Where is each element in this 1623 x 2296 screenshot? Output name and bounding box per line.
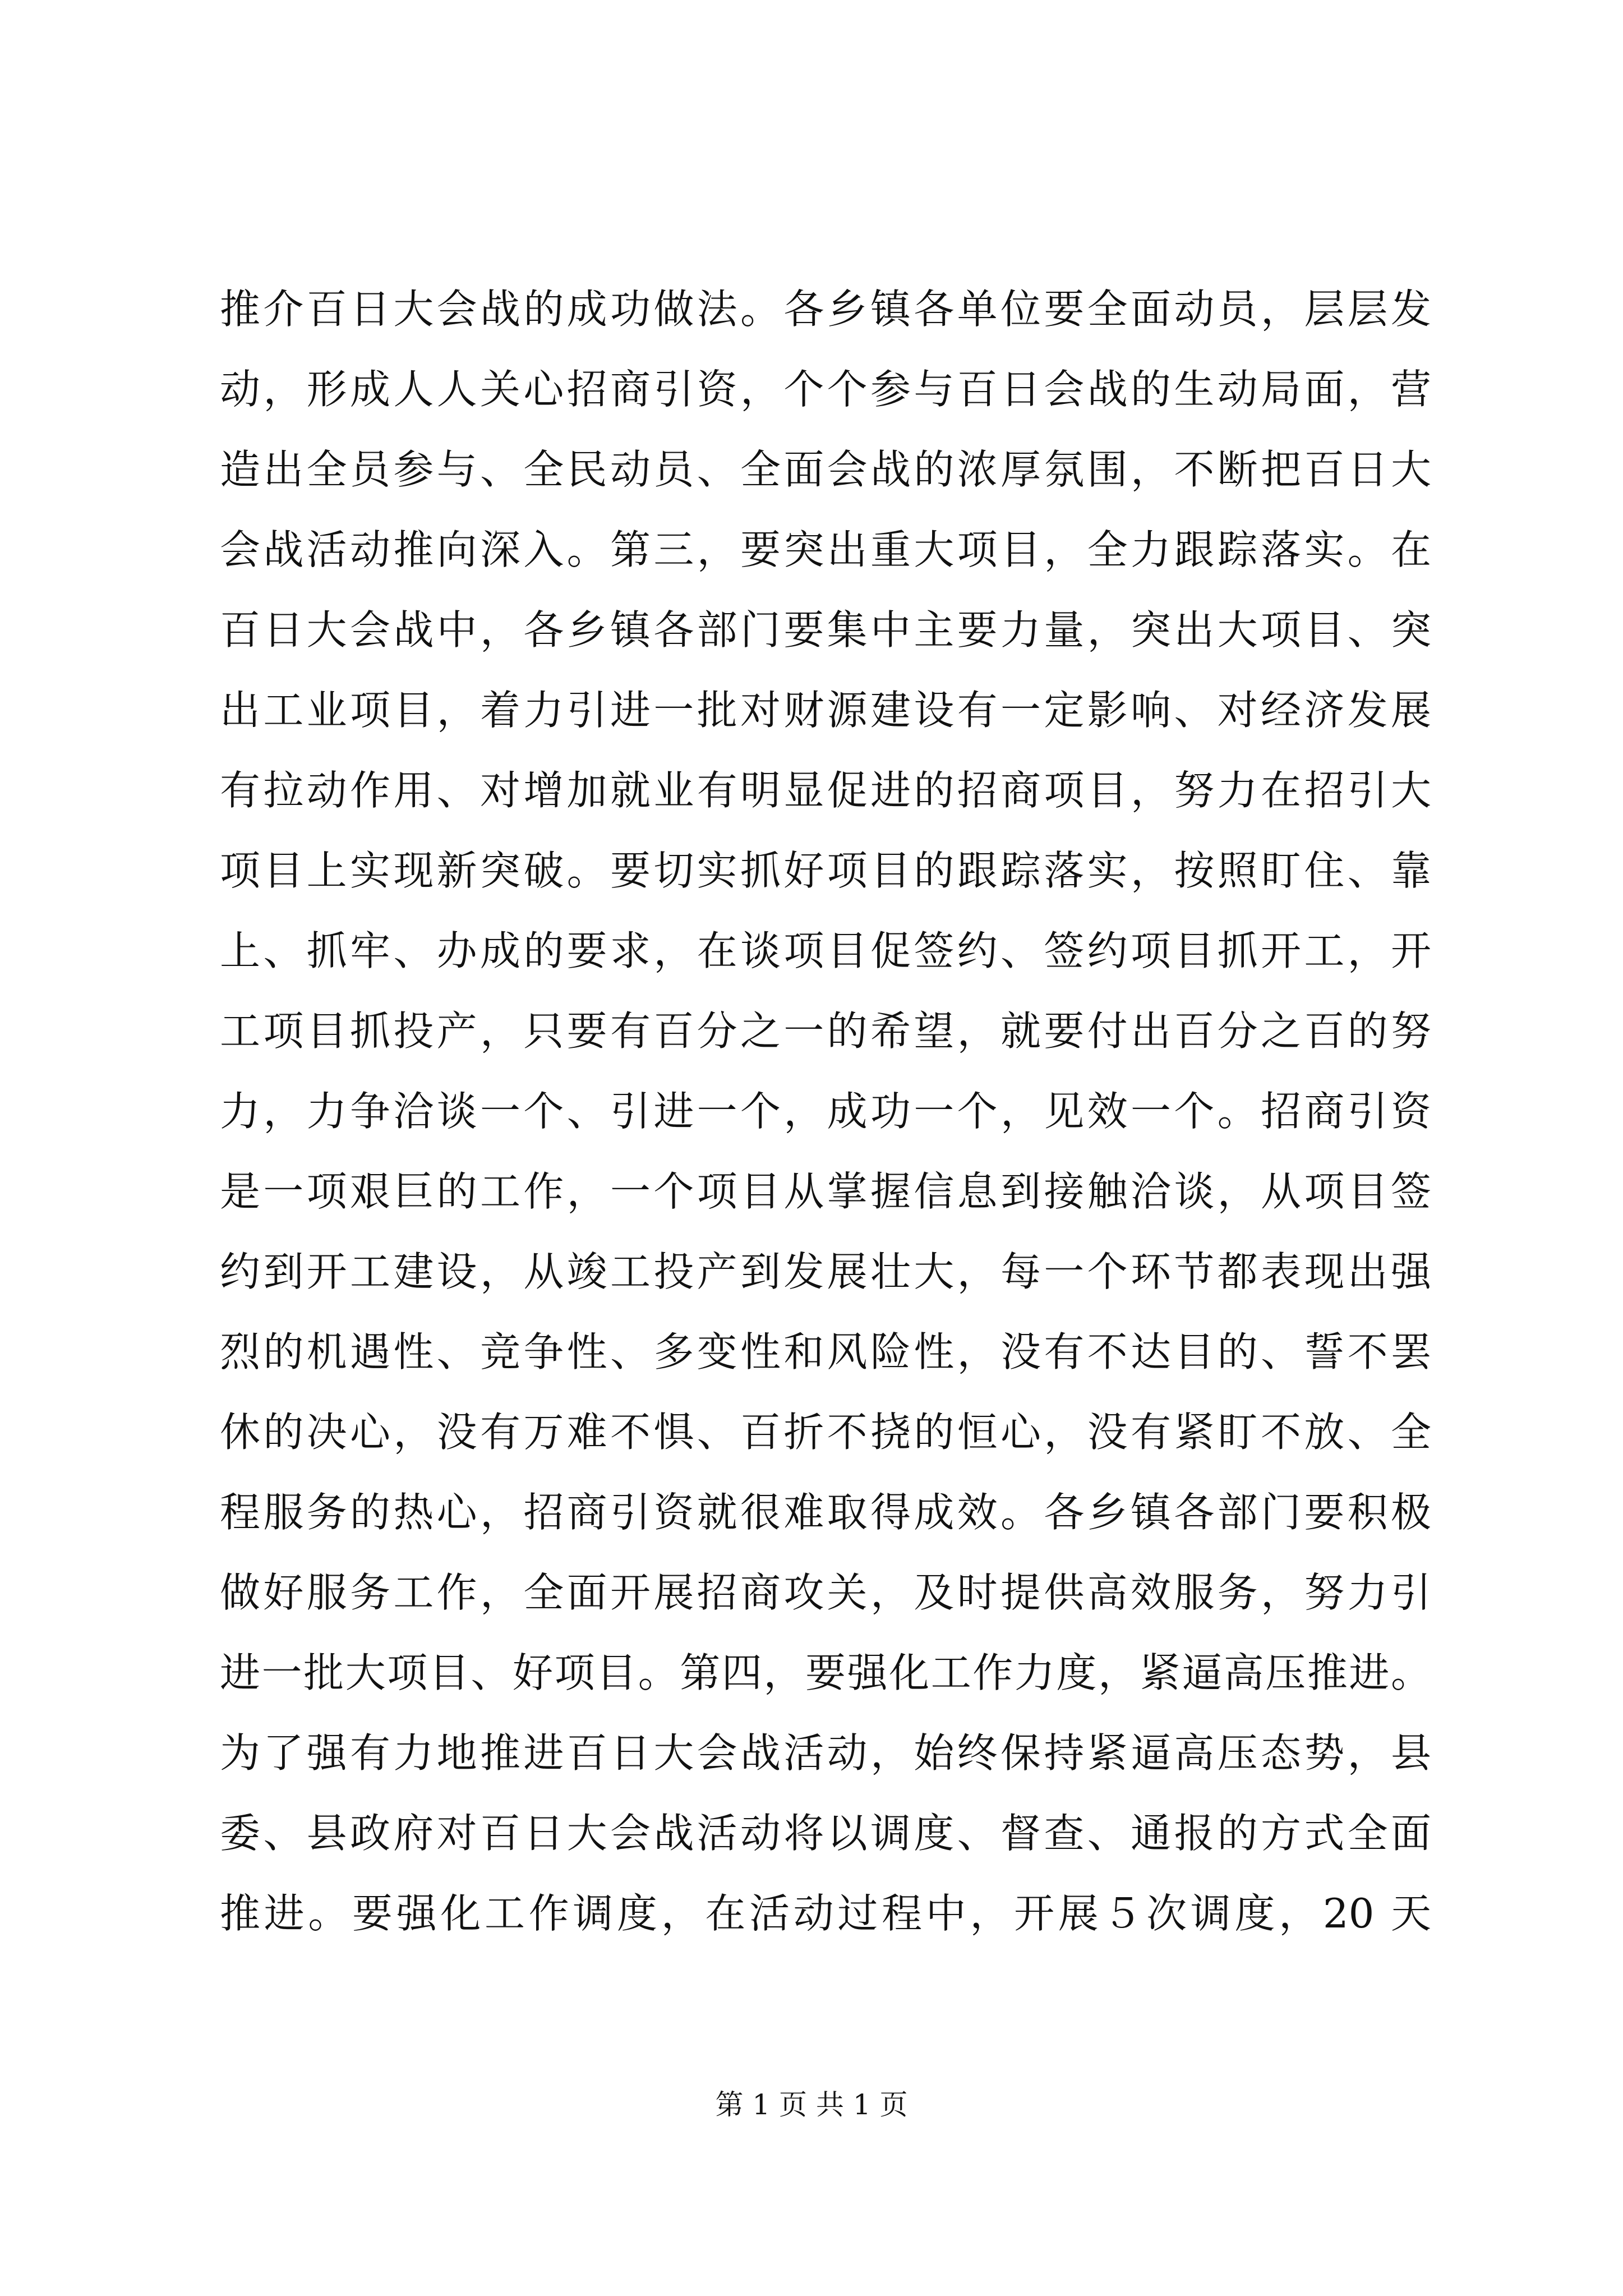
text-line: 造出全员参与、全民动员、全面会战的浓厚氛围，不断把百日大 xyxy=(220,446,1431,493)
text-line: 是一项艰巨的工作，一个项目从掌握信息到接触洽谈，从项目签 xyxy=(220,1168,1431,1215)
text-line: 推进。要强化工作调度，在活动过程中，开展５次调度，20 天 xyxy=(220,1890,1431,1937)
text-line: 百日大会战中，各乡镇各部门要集中主要力量，突出大项目、突 xyxy=(220,606,1431,654)
text-line: 休的决心，没有万难不惧、百折不挠的恒心，没有紧盯不放、全 xyxy=(220,1409,1431,1456)
text-line: 会战活动推向深入。第三，要突出重大项目，全力跟踪落实。在 xyxy=(220,526,1431,573)
text-line: 动，形成人人关心招商引资，个个参与百日会战的生动局面，营 xyxy=(220,366,1431,413)
text-line: 上、抓牢、办成的要求，在谈项目促签约、签约项目抓开工，开 xyxy=(220,927,1431,974)
text-line: 项目上实现新突破。要切实抓好项目的跟踪落实，按照盯住、靠 xyxy=(220,847,1431,894)
text-line: 推介百日大会战的成功做法。各乡镇各单位要全面动员，层层发 xyxy=(220,286,1431,333)
text-line: 进一批大项目、好项目。第四，要强化工作力度，紧逼高压推进。 xyxy=(220,1649,1431,1696)
body-text xyxy=(220,269,1431,1954)
text-line: 有拉动作用、对增加就业有明显促进的招商项目，努力在招引大 xyxy=(220,767,1431,814)
text-line: 出工业项目，着力引进一批对财源建设有一定影响、对经济发展 xyxy=(220,687,1431,734)
text-line: 委、县政府对百日大会战活动将以调度、督查、通报的方式全面 xyxy=(220,1810,1431,1857)
page-footer xyxy=(0,2088,1623,2122)
text-line: 力，力争洽谈一个、引进一个，成功一个，见效一个。招商引资 xyxy=(220,1088,1431,1135)
text-line: 烈的机遇性、竞争性、多变性和风险性，没有不达目的、誓不罢 xyxy=(220,1328,1431,1375)
page-number-label: 第 1 页 共 1 页 xyxy=(715,2088,908,2121)
text-line: 为了强有力地推进百日大会战活动，始终保持紧逼高压态势，县 xyxy=(220,1729,1431,1777)
text-line: 工项目抓投产，只要有百分之一的希望，就要付出百分之百的努 xyxy=(220,1007,1431,1055)
text-line: 程服务的热心，招商引资就很难取得成效。各乡镇各部门要积极 xyxy=(220,1489,1431,1536)
text-line: 做好服务工作，全面开展招商攻关，及时提供高效服务，努力引 xyxy=(220,1569,1431,1616)
text-line: 约到开工建设，从竣工投产到发展壮大，每一个环节都表现出强 xyxy=(220,1248,1431,1295)
